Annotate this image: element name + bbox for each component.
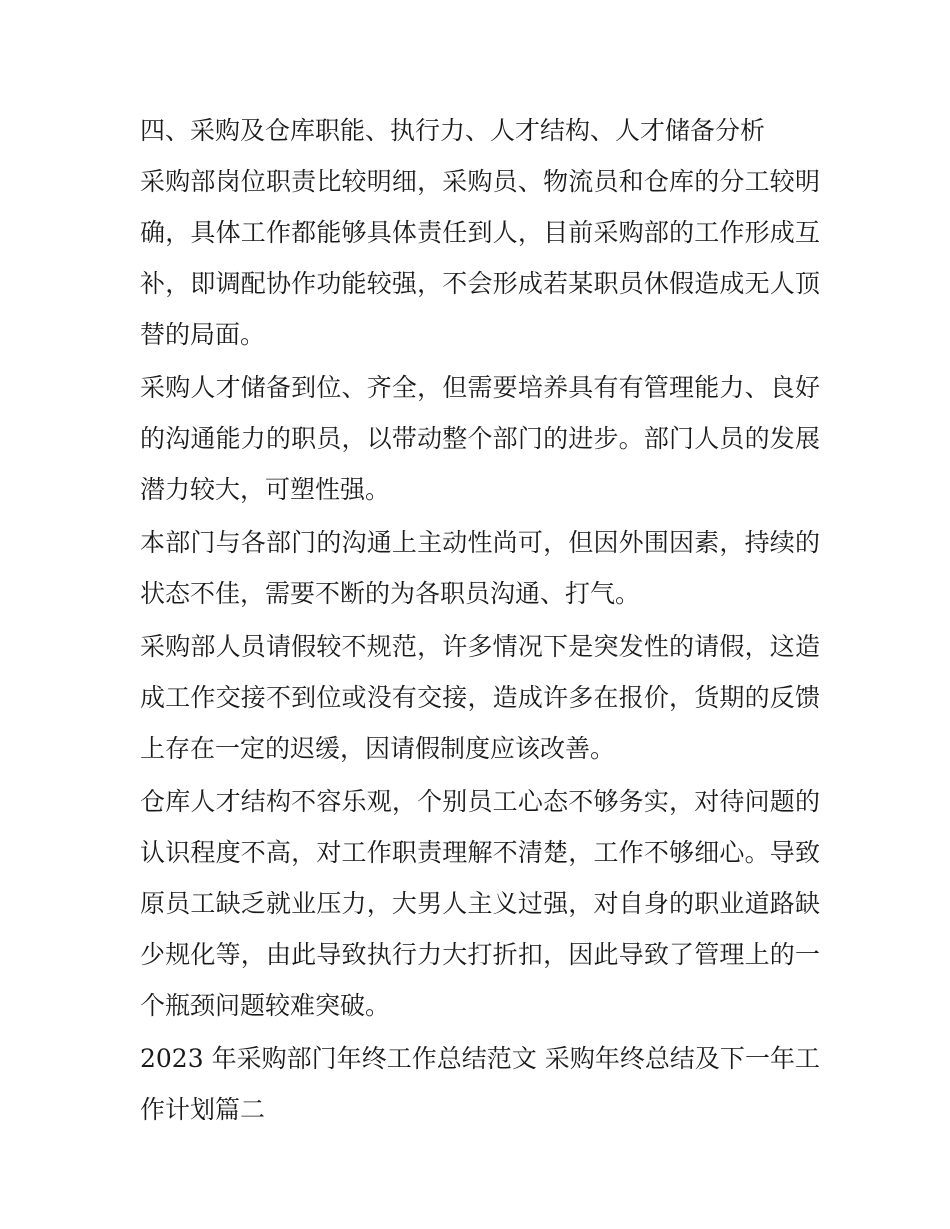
paragraph: 仓库人才结构不容乐观，个别员工心态不够务实，对待问题的认识程度不高，对工作职责理解不清楚，工作不够细心。导致原员工缺乏就业压力，大男人主义过强，对自身的职业道路缺少规化等，由此导致执行力大打折扣，因此导致了管理上的一个瓶颈问题较难突破。 bbox=[140, 787, 820, 1020]
paragraph: 采购部岗位职责比较明细，采购员、物流员和仓库的分工较明确，具体工作都能够具体责任到人，目前采购部的工作形成互补，即调配协作功能较强，不会形成若某职员休假造成无人顶替的局面。 bbox=[140, 167, 820, 349]
paragraph: 本部门与各部门的沟通上主动性尚可，但因外围因素，持续的状态不佳，需要不断的为各职员沟通、打气。 bbox=[140, 528, 820, 608]
section-heading: 四、采购及仓库职能、执行力、人才结构、人才储备分析 bbox=[140, 116, 766, 145]
paragraph: 采购人才储备到位、齐全，但需要培养具有有管理能力、良好的沟通能力的职员，以带动整个部门的进步。部门人员的发展潜力较大，可塑性强。 bbox=[140, 373, 820, 504]
paragraph: 采购部人员请假较不规范，许多情况下是突发性的请假，这造成工作交接不到位或没有交接，造成许多在报价，货期的反馈上存在一定的迟缓，因请假制度应该改善。 bbox=[140, 632, 820, 763]
document-body bbox=[140, 105, 820, 1137]
next-section-title: 2023 年采购部门年终工作总结范文 采购年终总结及下一年工作计划篇二 bbox=[140, 1044, 820, 1124]
